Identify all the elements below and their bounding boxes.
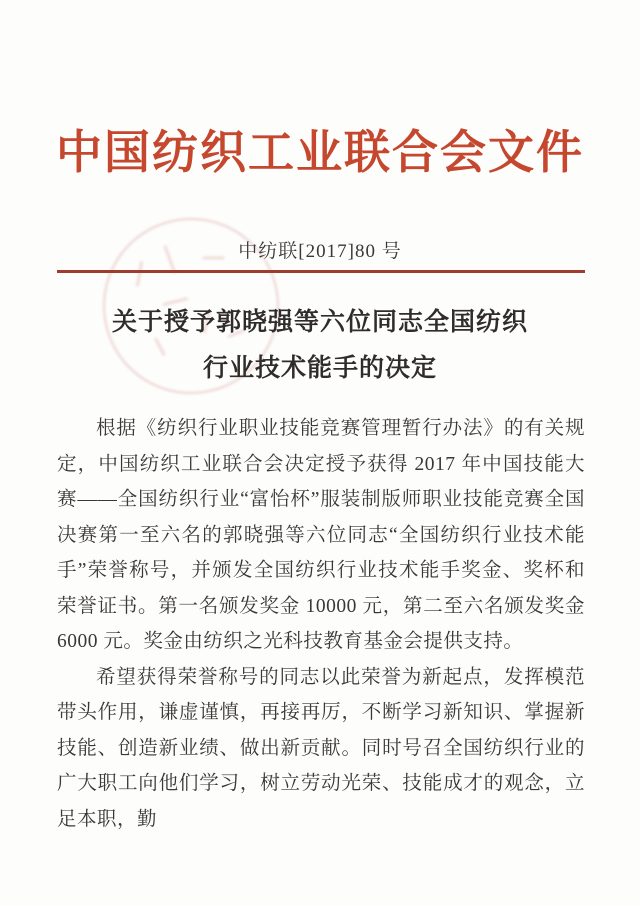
body-paragraph-1: 根据《纺织行业职业技能竞赛管理暂行办法》的有关规定，中国纺织工业联合会决定授予获得 2017 年中国技能大赛——全国纺织行业“富怡杯”服装制版师职业技能竞赛全国决赛第一至六名的郭晓强等六位同志“全国纺织行业技术能手”荣誉称号，并颁发全国纺织行业技术能手奖金、奖杯和荣誉证书。第一名颁发奖金 10000 元，第二至六名颁发奖金 6000 元。奖金由纺织之光科技教育基金会提供支持。 [57,418,585,652]
document-title-line-2: 行业技术能手的决定 [202,355,437,382]
document-title-line-1: 关于授予郭晓强等六位同志全国纺织 [111,309,528,336]
document-body [57,411,585,837]
document-title [0,300,640,392]
body-paragraph-2: 希望获得荣誉称号的同志以此荣誉为新起点，发挥模范带头作用，谦虚谨慎，再接再厉，不断学习新知识、掌握新技能、创造新业绩、做出新贡献。同时号召全国纺织行业的广大职工向他们学习，树立劳动光荣、技能成才的观念，立足本职，勤 [57,666,585,830]
seal-ink-mark [136,261,143,287]
org-red-header-title: 中国纺织工业联合会文件 [56,127,584,178]
red-divider-line [57,270,585,273]
doc-number: 中纺联[2017]80 号 [238,241,402,262]
